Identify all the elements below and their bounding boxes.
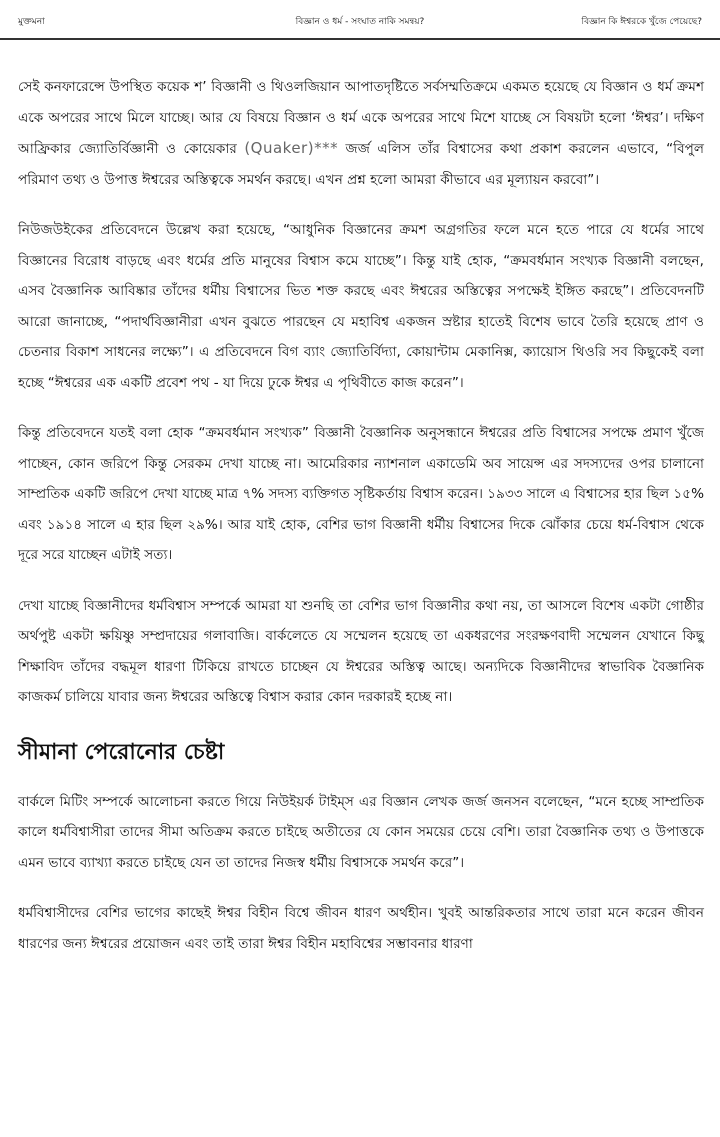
paragraph-johnson-quote: বার্কলে মিটিং সম্পর্কে আলোচনা করতে গিয়ে নিউইয়র্ক টাইম্‌স এর বিজ্ঞান লেখক জর্জ জনসন বলেছেন, “মনে হচ্ছে সাম্প্রতিক কালে ধর্মবিশ্বাসীরা তাদের সীমা অতিক্রম করতে চাইছে অতীতের যে কোন সময়ের চেয়ে বেশি। তারা বৈজ্ঞানিক তথ্য ও উপাত্তকে এমন ভাবে ব্যাখ্যা করতে চাইছে যেন তা তাদের নিজস্ব ধর্মীয় বিশ্বাসকে সমর্থন করে”। xyxy=(18,793,704,871)
paragraph-conference-text-a: সেই কনফারেন্সে উপস্থিত কয়েক শ’ বিজ্ঞানী ও থিওলজিয়ান আপাতদৃষ্টিতে সর্বসম্মতিক্রমে একমত হয়েছে যে বিজ্ঞান ও ধর্ম ক্রমশ একে অপরের সাথে মিলে যাচ্ছে। আর যে বিষয়ে বিজ্ঞান ও ধর্ম একে অপরের সাথে মিশে যাচ্ছে সে বিষয়টা হলো ‘ঈশ্বর’। দক্ষিণ আফ্রিকার জ্যোতির্বিজ্ঞানী ও কোয়েকার xyxy=(18,79,704,157)
paragraph-conference-text-b: জর্জ এলিস তাঁর বিশ্বাসের কথা প্রকাশ করলেন এভাবে, “বিপুল পরিমাণ তথ্য ও উপাত্ত ঈশ্বরের অস্তিত্বকে সমর্থন করছে। এখন প্রশ্ন হলো আমরা কীভাবে এর মূল্যায়ন করবো”। xyxy=(18,141,704,188)
running-header xyxy=(0,0,720,40)
quaker-footnote-term: (Quaker)*** xyxy=(244,139,339,157)
paragraph-newsweek: নিউজউইকের প্রতিবেদনে উল্লেখ করা হয়েছে, “আধুনিক বিজ্ঞানের ক্রমশ অগ্রগতির ফলে মনে হতে পারে যে ধর্মের সাথে বিজ্ঞানের বিরোধ বাড়ছে এবং ধর্মের প্রতি মানুষের বিশ্বাস কমে যাচ্ছে”। কিন্তু যাই হোক, “ক্রমবর্ধমান সংখ্যক বিজ্ঞানী বলছেন, এসব বৈজ্ঞানিক আবিষ্কার তাঁদের ধর্মীয় বিশ্বাসের ভিত শক্ত করছে এবং ঈশ্বরের অস্তিত্বের সপক্ষেই ইঙ্গিত করছে”। প্রতিবেদনটি আরো জানাচ্ছে, “পদার্থবিজ্ঞানীরা এখন বুঝতে পারছেন যে মহাবিশ্ব একজন স্রষ্টার হাতেই বিশেষ ভাবে তৈরি হয়েছে প্রাণ ও চেতনার বিকাশ সাধনের লক্ষ্যে”। এ প্রতিবেদনে বিগ ব্যাং জ্যোতির্বিদ্যা, কোয়ান্টাম মেকানিক্স, ক্যায়োস থিওরি সব কিছুকেই বলা হচ্ছে “ঈশ্বরের এক একটি প্রবেশ পথ - যা দিয়ে ঢুকে ঈশ্বর এ পৃথিবীতে কাজ করেন”। xyxy=(18,222,704,391)
paragraph-survey: কিন্তু প্রতিবেদনে যতই বলা হোক “ক্রমবর্ধমান সংখ্যক” বিজ্ঞানী বৈজ্ঞানিক অনুসন্ধানে ঈশ্বরের প্রতি বিশ্বাসের সপক্ষে প্রমাণ খুঁজে পাচ্ছেন, কোন জরিপে কিন্তু সেরকম দেখা যাচ্ছে না। আমেরিকার ন্যাশনাল একাডেমি অব সায়েন্স এর সদস্যদের ওপর চালানো সাম্প্রতিক একটি জরিপে দেখা যাচ্ছে মাত্র ৭% সদস্য ব্যক্তিগত সৃষ্টিকর্তায় বিশ্বাস করেন। ১৯৩৩ সালে এ বিশ্বাসের হার ছিল ১৫% এবং ১৯১৪ সালে এ হার ছিল ২৯%। আর যাই হোক, বেশির ভাগ বিজ্ঞানী ধর্মীয় বিশ্বাসের দিকে ঝোঁকার চেয়ে ধর্ম-বিশ্বাস থেকে দূরে সরে যাচ্ছেন এটাই সত্য। xyxy=(18,425,704,563)
header-chapter-title: বিজ্ঞান কি ঈশ্বরকে খুঁজে পেয়েছে? xyxy=(581,17,702,27)
section-heading: সীমানা পেরোনোর চেষ্টা xyxy=(18,739,225,765)
paragraph-believers: ধর্মবিশ্বাসীদের বেশির ভাগের কাছেই ঈশ্বর বিহীন বিশ্বে জীবন ধারণ অর্থহীন। খুবই আন্তরিকতার সাথে তারা মনে করেন জীবন ধারণের জন্য ঈশ্বরের প্রয়োজন এবং তাই তারা ঈশ্বর বিহীন মহাবিশ্বের সম্ভাবনার ধারণা xyxy=(18,905,704,952)
header-site-name: মুক্তমনা xyxy=(18,17,45,27)
paragraph-conference xyxy=(18,72,704,195)
paragraph-berkeley: দেখা যাচ্ছে বিজ্ঞানীদের ধর্মবিশ্বাস সম্পর্কে আমরা যা শুনছি তা বেশির ভাগ বিজ্ঞানীর কথা নয়, তা আসলে বিশেষ একটা গোষ্ঠীর অর্থপুষ্ট একটা ক্ষয়িষ্ণু সম্প্রদায়ের গলাবাজি। বার্কলেতে যে সম্মেলন হয়েছে তা একধরণের সংরক্ষণবাদী সম্মেলন যেখানে কিছু শিক্ষাবিদ তাঁদের বদ্ধমূল ধারণা টিকিয়ে রাখতে চাচ্ছেন যে ঈশ্বরের অস্তিত্ব আছে। অন্যদিকে বিজ্ঞানীদের স্বাভাবিক বৈজ্ঞানিক কাজকর্ম চালিয়ে যাবার জন্য ঈশ্বরের অস্তিত্বে বিশ্বাস করার কোন দরকারই হচ্ছে না। xyxy=(18,597,704,705)
page-body xyxy=(18,72,704,979)
header-book-title: বিজ্ঞান ও ধর্ম - সংঘাত নাকি সমন্বয়? xyxy=(295,17,425,27)
